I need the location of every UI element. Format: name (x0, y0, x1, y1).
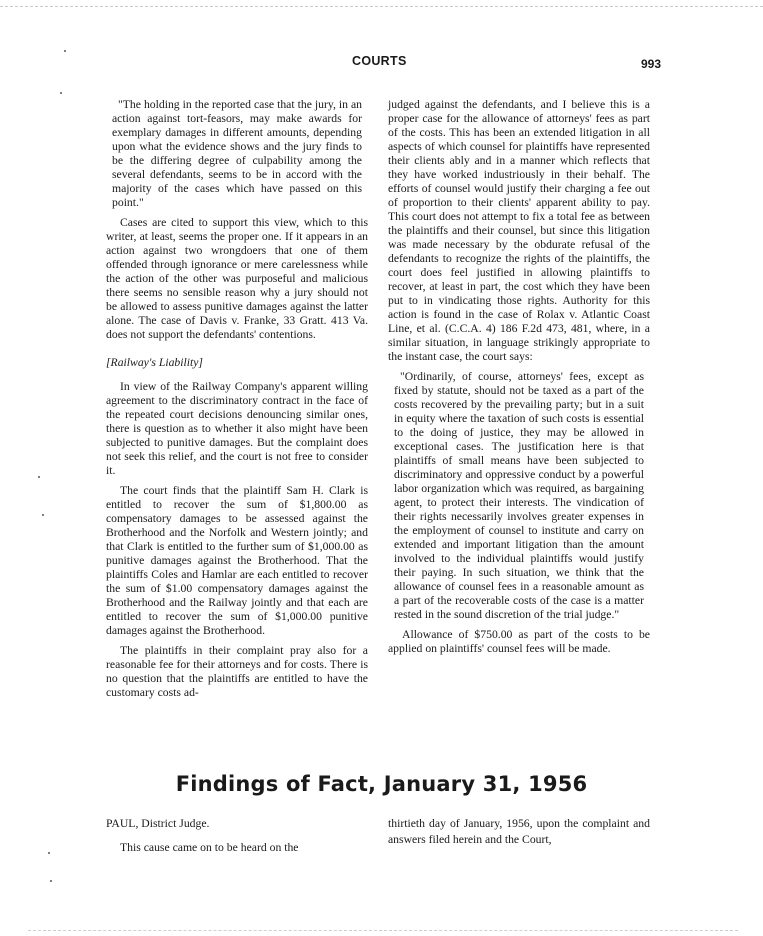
running-head: COURTS (352, 54, 407, 68)
page-number: 993 (641, 57, 662, 71)
scan-speck (48, 852, 50, 854)
findings-title: Findings of Fact, January 31, 1956 (175, 772, 588, 796)
findings-right-column (388, 816, 650, 848)
scan-speck (64, 50, 66, 52)
paragraph-damages-findings: The court finds that the plaintiff Sam H. Clark is entitled to recover the sum of $1,800.00 as compensatory damages to be assessed against the Brotherhood and the Norfolk and Western jointly; and that Clark is entitled to the further sum of $1,000.00 as punitive damages against the Brotherhood. That the plaintiffs Coles and Hamlar are each entitled to recover the sum of $1.00 compensatory damages against the Brotherhood and the Railway jointly and that each are entitled to recover the sum of $1,000.00 punitive damages against the Brotherhood. (106, 484, 368, 637)
scan-speck (60, 92, 62, 94)
top-scan-rule (0, 6, 763, 7)
scan-speck (50, 880, 52, 882)
paragraph-cases-cited: Cases are cited to support this view, which to this writer, at least, seems the proper one. If it appears in an action against two wrongdoers that one of them offended through ignorance or mere carelessness while the action of the other was purposeful and malicious there seems no sensible reason why a jury should not be allowed to assess punitive damages against the latter alone. The case of Davis v. Franke, 33 Gratt. 413 Va. does not support the defendants' contentions. (106, 216, 368, 341)
quoted-holding: "The holding in the reported case that the jury, in an action against tort-feasors, may make awards for exemplary damages in different amounts, depending upon what the evidence shows and the jury finds to be the differing degree of culpability among the several defendants, seems to be in accord with the majority of the cases which have passed on this point." (112, 98, 362, 209)
right-column (388, 98, 650, 662)
findings-left-column (106, 816, 368, 856)
bottom-scan-rule (28, 930, 738, 931)
paragraph-attorney-fees: The plaintiffs in their complaint pray also for a reasonable fee for their attorneys and for costs. There is no question that the plaintiffs are entitled to have the customary costs ad- (106, 644, 368, 699)
section-heading-railway-liability: [Railway's Liability] (106, 356, 203, 369)
scan-speck (38, 476, 40, 478)
paragraph-allowance: Allowance of $750.00 as part of the costs to be applied on plaintiffs' counsel fees will be made. (388, 628, 650, 655)
quoted-rolax-opinion: "Ordinarily, of course, attorneys' fees, except as fixed by statute, should not be taxed as a part of the costs recovered by the prevailing party; but in a suit in equity where the taxation of such costs is essential to the doing of justice, they may be allowed in exceptional cases. The justification here is that plaintiffs of small means have been subjected to discriminatory and oppressive conduct by a powerful labor organization which was required, as bargaining agent, to protect their interests. The vindication of their rights necessarily involves greater expenses in the employment of counsel to institute and carry on extended and important litigation than the amount involved to the individual plaintiffs would justify their paying. In such situation, we think that the allowance of counsel fees in a reasonable amount as a part of the recoverable costs of the case is a matter rested in the sound discretion of the trial judge." (394, 370, 644, 621)
paragraph-costs-adjudged: judged against the defendants, and I believe this is a proper case for the allowance of attorneys' fees as part of the costs. This has been an extended litigation in all aspects of which counsel for plaintiffs have represented their clients ably and in a manner which reflects that they have worked industriously in their behalf. The efforts of counsel would justify their charging a fee out of proportion to their clients' apparent ability to pay. This court does not attempt to fix a total fee as between the plaintiffs and their counsel, but since this litigation was made necessary by the obdurate refusal of the defendants to recognize the rights of the plaintiffs, the court does feel justified in allowing plaintiffs to recover, at least in part, the cost which they have been put to in vindicating those rights. Authority for this action is found in the case of Rolax v. Atlantic Coast Line, et al. (C.C.A. 4) 186 F.2d 473, 481, where, in a similar situation, in language strikingly appropriate to the instant case, the court says: (388, 98, 650, 363)
left-column (106, 98, 368, 706)
findings-text-left: This cause came on to be heard on the (120, 841, 299, 854)
judge-name: PAUL, District Judge. (106, 817, 210, 830)
paragraph-railway-agreement: In view of the Railway Company's apparent willing agreement to the discriminatory contract in the face of the repeated court decisions denouncing similar ones, there is question as to whether it also might have been subjected to punitive damages. But the complaint does not seek this relief, and the court is not free to consider it. (106, 380, 368, 477)
scan-speck (42, 514, 44, 516)
findings-text-right: thirtieth day of January, 1956, upon the complaint and answers filed herein and the Court, (388, 817, 650, 846)
